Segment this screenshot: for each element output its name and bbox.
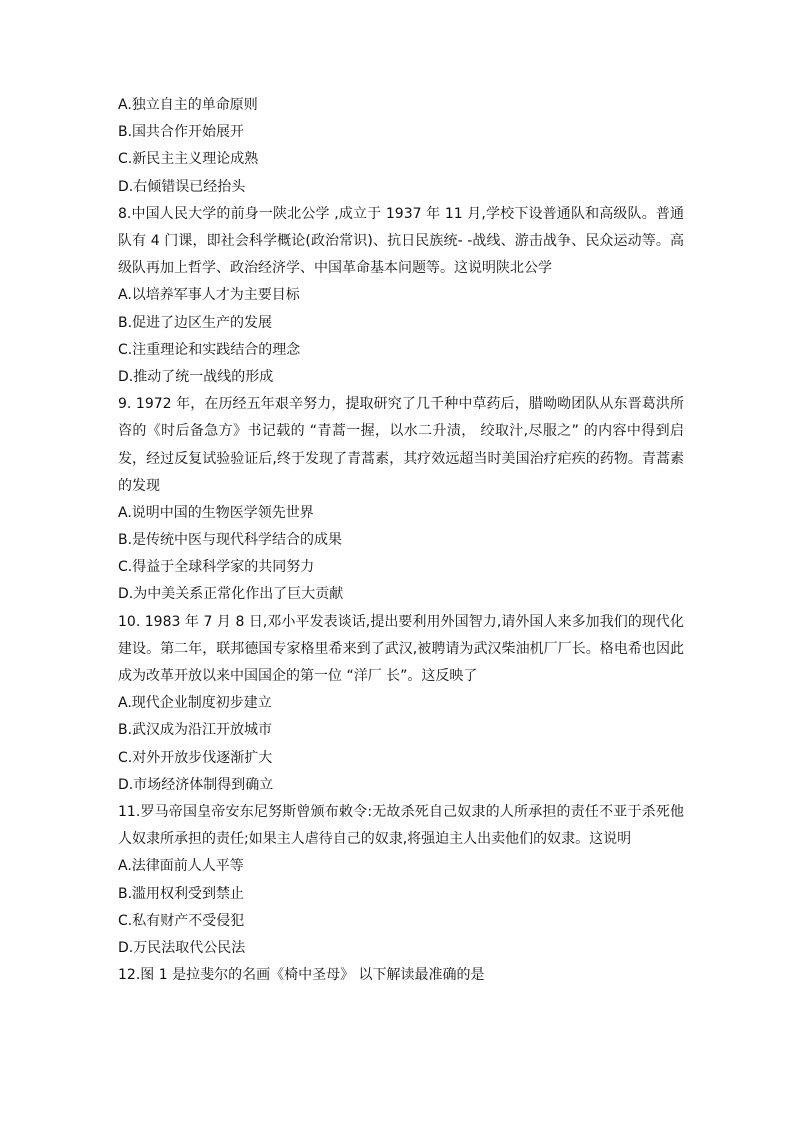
q11-option-b: B.滥用权利受到禁止 bbox=[118, 885, 245, 902]
q8-option-c: C.注重理论和实践结合的理念 bbox=[118, 341, 301, 358]
q12-stem: 12.图 1 是拉斐尔的名画《椅中圣母》 以下解读最准确的是 bbox=[118, 967, 485, 984]
q9-stem: 9. 1972 年，在历经五年艰辛努力，提取研究了几千种中草药后，腊呦呦团队从东晋葛洪所咨的《时后备急方》书记载的 “青蒿一握，以水二升渍， 绞取汁,尽服之” 的内容中得到启发，经过反复试验验证后,终于发现了青蒿素，其疗效远超当时美国治疗疟疾的药物。青蒿素的发现 bbox=[118, 396, 684, 494]
q11-option-a: A.法律面前人人平等 bbox=[118, 858, 244, 875]
q8-stem: 8.中国人民大学的前身一陕北公学 ,成立于 1937 年 11 月,学校下设普通队和高级队。普通队有 4 门课，即社会科学概论(政治常识)、抗日民族统- -战线、游击战争、民众运动等。高级队再加上哲学、政治经济学、中国革命基本问题等。这说明陕北公学 bbox=[118, 205, 684, 277]
q10-option-a: A.现代企业制度初步建立 bbox=[118, 695, 272, 712]
q10-stem: 10. 1983 年 7 月 8 日,邓小平发表谈话,提出要利用外国智力,请外国人来多加我们的现代化建设。第二年，联邦德国专家格里希来到了武汉,被聘请为武汉柴油机厂厂长。格电希也因此成为改革开放以来中国国企的第一位 “洋厂 长”。这反映了 bbox=[118, 613, 684, 685]
q9-option-c: C.得益于全球科学家的共同努力 bbox=[118, 559, 315, 576]
q11-stem: 11.罗马帝国皇帝安东尼努斯曾颁布敕令:无故杀死自己奴隶的人所承担的责任不亚于杀死他人奴隶所承担的责任;如果主人虐待自己的奴隶,将强迫主人出卖他们的奴隶。这说明 bbox=[118, 804, 684, 848]
q10-option-d: D.市场经济体制得到确立 bbox=[118, 776, 274, 793]
q7-option-d: D.右倾错误已经抬头 bbox=[118, 178, 246, 195]
q8-option-a: A.以培养军事人才为主要目标 bbox=[118, 287, 300, 304]
q9-option-a: A.说明中国的生物医学领先世界 bbox=[118, 504, 314, 521]
q11-option-c: C.私有财产不受侵犯 bbox=[118, 912, 245, 929]
q7-option-c: C.新民主主义理论成熟 bbox=[118, 151, 259, 168]
question-list bbox=[118, 92, 684, 989]
q9-option-d: D.为中美关系正常化作出了巨大贡献 bbox=[118, 586, 344, 603]
q10-option-c: C.对外开放步伐逐渐扩大 bbox=[118, 749, 273, 766]
q7-option-b: B.国共合作开始展开 bbox=[118, 124, 245, 141]
q7-option-a: A.独立自主的单命原则 bbox=[118, 97, 258, 113]
q9-option-b: B.是传统中医与现代科学结合的成果 bbox=[118, 532, 343, 549]
q10-option-b: B.武汉成为沿江开放城市 bbox=[118, 722, 273, 739]
q8-option-d: D.推动了统一战线的形成 bbox=[118, 368, 274, 385]
q11-option-d: D.万民法取代公民法 bbox=[118, 940, 246, 956]
q8-option-b: B.促进了边区生产的发展 bbox=[118, 314, 273, 331]
